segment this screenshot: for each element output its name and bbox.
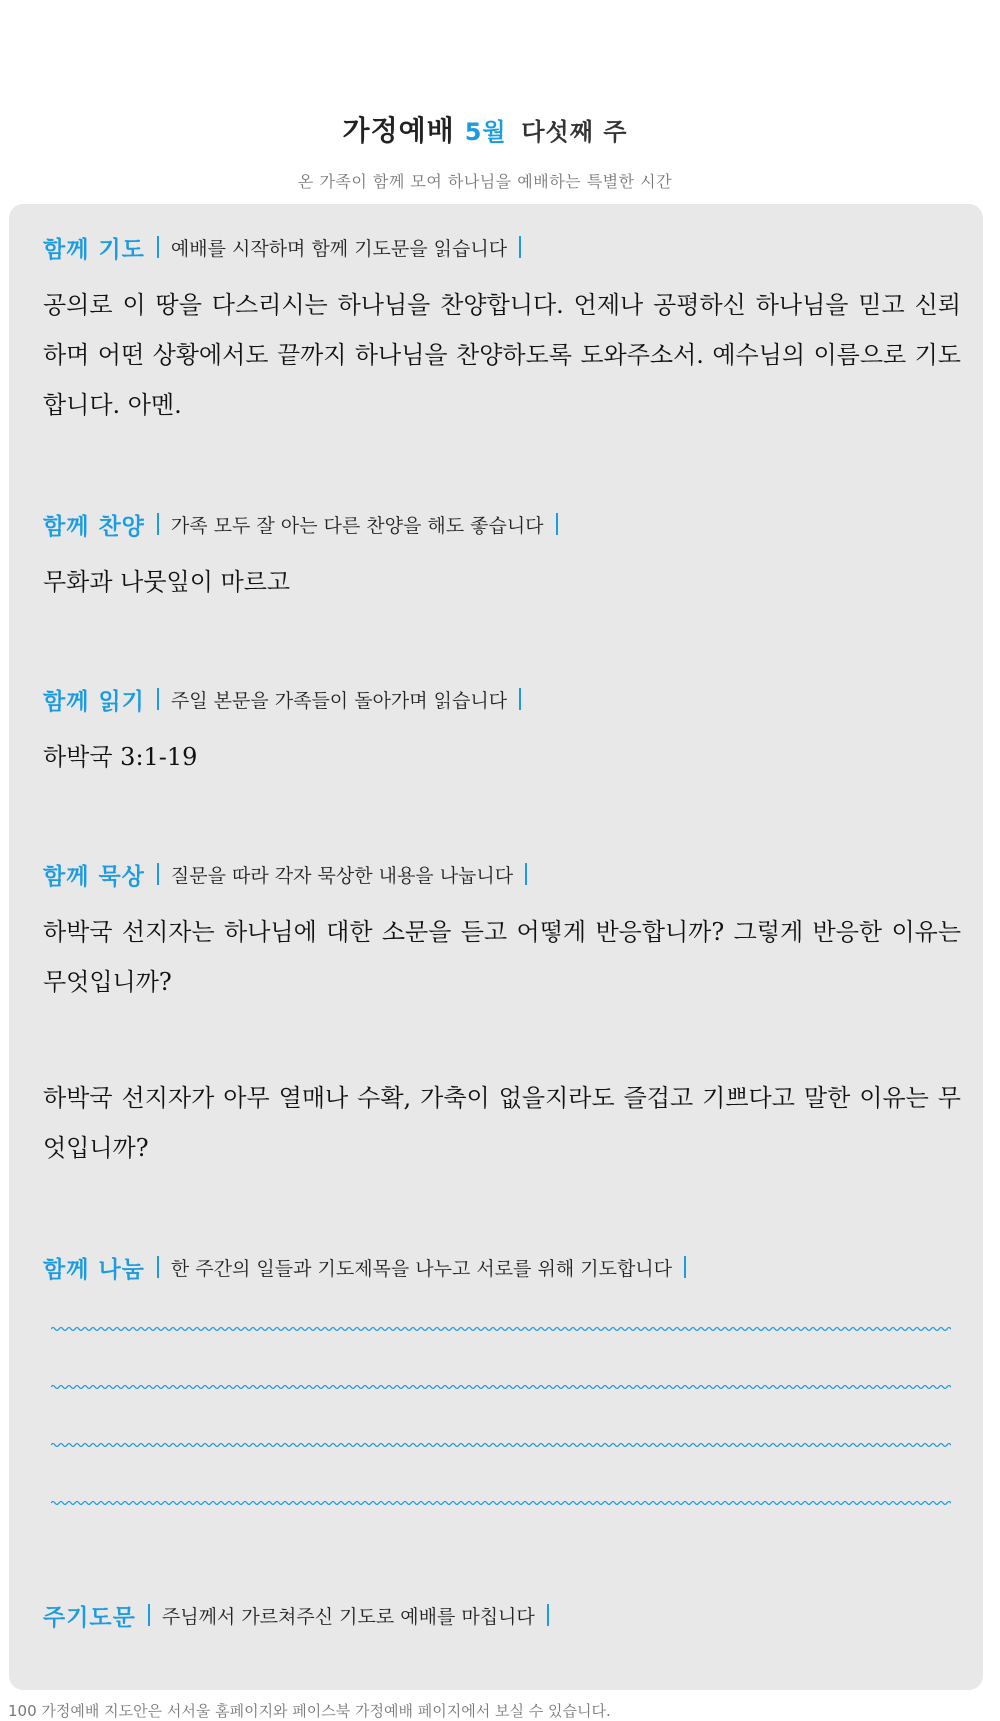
divider-bar (157, 688, 159, 710)
section-description: 질문을 따라 각자 묵상한 내용을 나눕니다 (170, 864, 514, 887)
section-description: 예배를 시작하며 함께 기도문을 읽습니다 (170, 237, 508, 260)
prayer-text: 공의로 이 땅을 다스리시는 하나님을 찬양합니다. 언제나 공평하신 하나님을 믿고 신뢰하며 어떤 상황에서도 끝까지 하나님을 찬양하도록 도와주소서. 예수님의 이름으로 기도합니다. 아멘. (43, 291, 961, 419)
section-title: 함께 나눔 (43, 1256, 145, 1283)
section-title: 함께 묵상 (43, 863, 145, 890)
page-footer: 100 가정예배 지도안은 서서울 홈페이지와 페이스북 가정예배 페이지에서 보실 수 있습니다. (8, 1702, 611, 1720)
divider-bar (556, 513, 558, 535)
title-main: 가정예배 (342, 114, 455, 147)
hymn-title: 무화과 나뭇잎이 마르고 (43, 568, 291, 596)
section-reading (43, 684, 961, 782)
divider-bar (525, 863, 527, 885)
section-title: 함께 읽기 (43, 688, 145, 715)
divider-bar (519, 688, 521, 710)
divider-bar (519, 236, 521, 258)
title-week: 다섯째 주 (521, 118, 628, 146)
section-description: 한 주간의 일들과 기도제목을 나누고 서로를 위해 기도합니다 (170, 1257, 673, 1280)
section-meditation (43, 859, 961, 1173)
writing-lines (51, 1324, 961, 1508)
section-heading (43, 684, 961, 714)
scripture-reference: 하박국 3:1-19 (43, 743, 198, 771)
divider-bar (148, 1604, 150, 1626)
divider-bar (157, 513, 159, 535)
section-title: 함께 찬양 (43, 513, 145, 540)
divider-bar (684, 1256, 686, 1278)
divider-bar (157, 236, 159, 258)
section-heading (43, 509, 961, 539)
section-heading (43, 1600, 961, 1630)
section-heading (43, 232, 961, 262)
meditation-question-2: 하박국 선지자가 아무 열매나 수확, 가축이 없을지라도 즐겁고 기쁘다고 말한 이유는 무엇입니까? (43, 1084, 961, 1162)
section-heading (43, 859, 961, 889)
page-title (0, 108, 970, 155)
section-sharing (43, 1252, 961, 1508)
page-subtitle: 온 가족이 함께 모여 하나님을 예배하는 특별한 시간 (297, 172, 673, 191)
wavy-writing-line[interactable] (51, 1382, 951, 1392)
title-month: 5월 (464, 118, 507, 146)
section-title: 함께 기도 (43, 236, 145, 263)
section-praise (43, 509, 961, 607)
meditation-question-1: 하박국 선지자는 하나님에 대한 소문을 듣고 어떻게 반응합니까? 그렇게 반응한 이유는 무엇입니까? (43, 918, 961, 996)
section-description: 주일 본문을 가족들이 돌아가며 읽습니다 (170, 689, 508, 712)
wavy-writing-line[interactable] (51, 1440, 951, 1450)
divider-bar (547, 1604, 549, 1626)
section-prayer (43, 232, 961, 430)
divider-bar (157, 1256, 159, 1278)
worship-card (9, 204, 983, 1690)
wavy-writing-line[interactable] (51, 1324, 951, 1334)
section-title: 주기도문 (43, 1604, 136, 1631)
section-description: 가족 모두 잘 아는 다른 찬양을 해도 좋습니다 (170, 514, 544, 537)
section-description: 주님께서 가르쳐주신 기도로 예배를 마칩니다 (161, 1605, 535, 1628)
divider-bar (157, 863, 159, 885)
section-heading (43, 1252, 961, 1282)
wavy-writing-line[interactable] (51, 1498, 951, 1508)
page-header (0, 108, 970, 192)
section-lords-prayer (43, 1600, 961, 1630)
